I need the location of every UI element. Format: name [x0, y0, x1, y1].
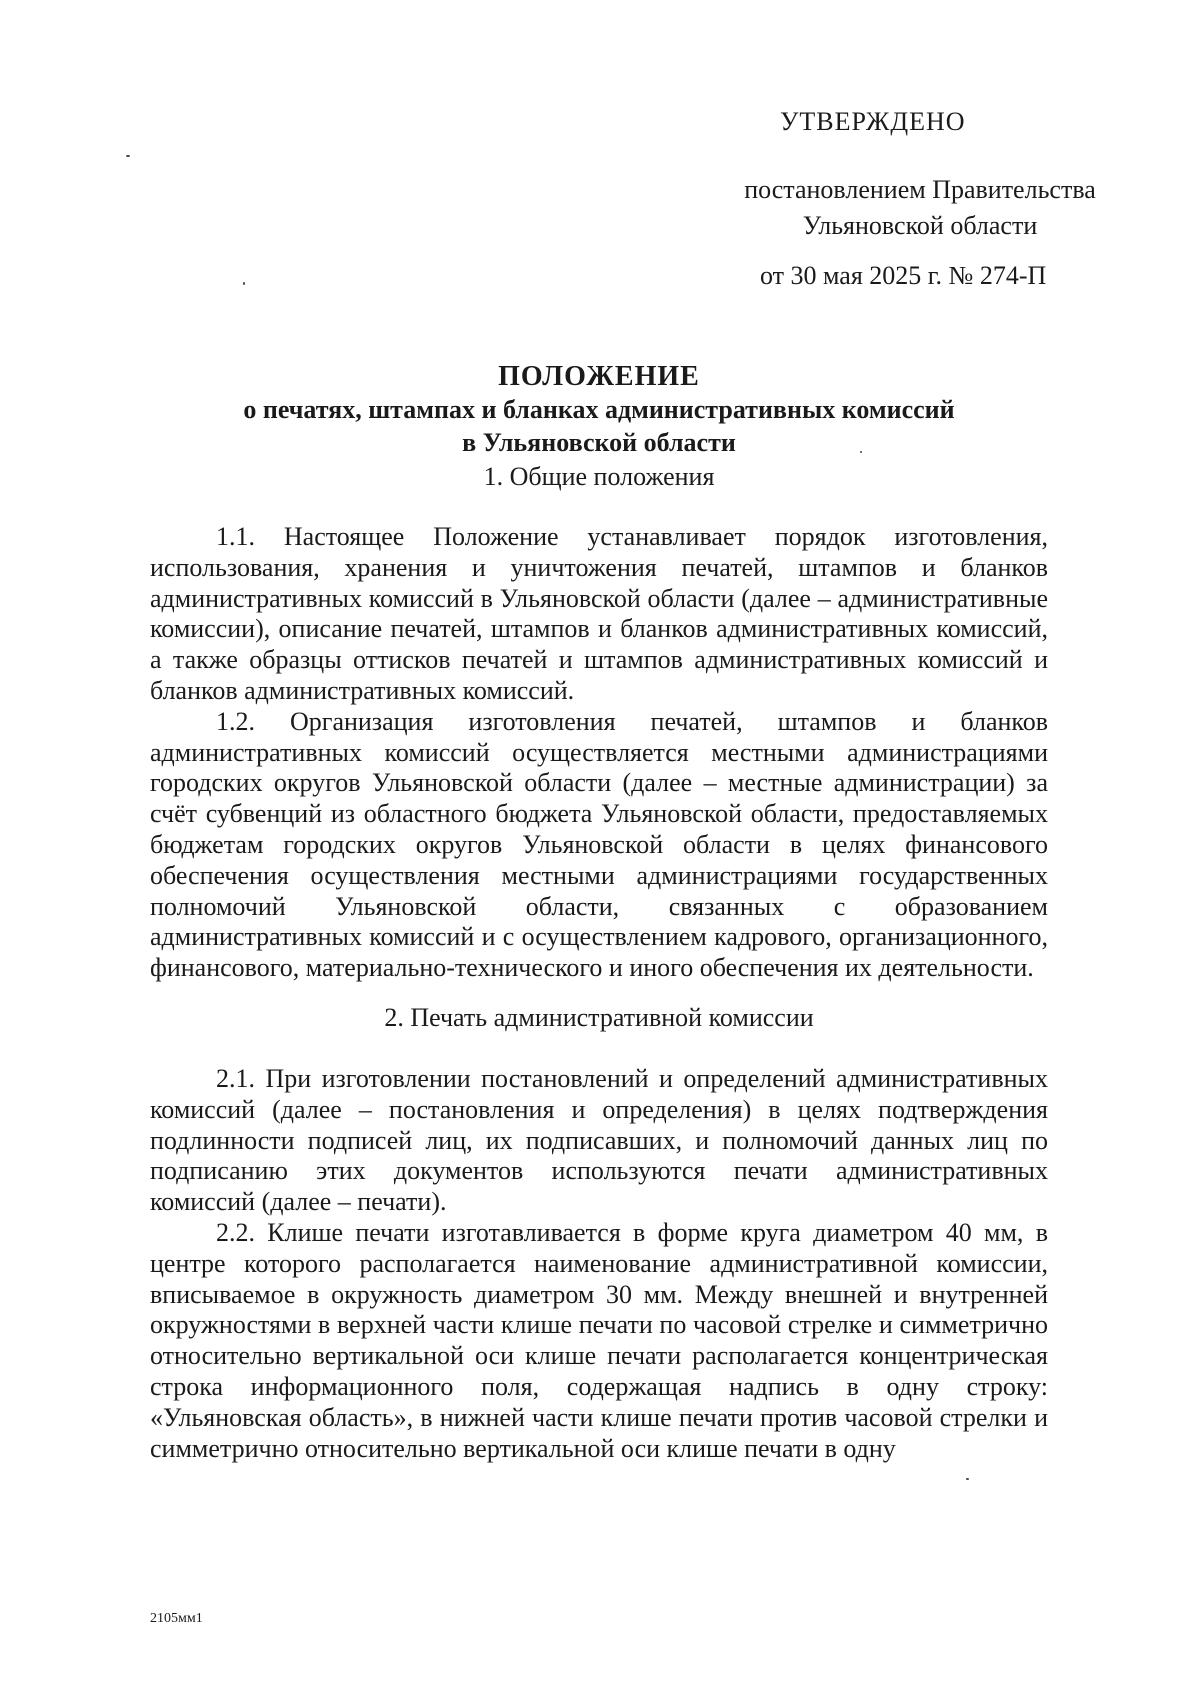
title-main: ПОЛОЖЕНИЕ	[498, 361, 700, 392]
paragraph-2-2: 2.2. Клише печати изготавливается в форме круга диаметром 40 мм, в центре которого располагается наименование административной комиссии, вписываемое в окружность диаметром 30 мм. Между внешней и внутренней окружностями в верхней части клише печати по часовой стрелке и симметрично относительно вертикальной оси клише печати располагается концентрическая строка информационного поля, содержащая надпись в одну строку: «Ульяновская область», в нижней части клише печати против часовой стрелки и симметрично относительно вертикальной оси клише печати в одну	[150, 1217, 1048, 1463]
decree-line-2: Ульяновской области	[802, 211, 1038, 240]
section-1-body	[150, 522, 1048, 984]
section-2-body	[150, 1064, 1048, 1464]
scan-speck	[966, 1478, 969, 1480]
paragraph-1-1: 1.1. Настоящее Положение устанавливает порядок изготовления, использования, хранения и уничтожения печатей, штампов и бланков административных комиссий в Ульяновской области (далее – административные комиссии), описание печатей, штампов и бланков административных комиссий, а также образцы оттисков печатей и штампов административных комиссий и бланков административных комиссий.	[150, 522, 1048, 705]
document-title	[150, 360, 1048, 459]
decree-date: от 30 мая 2025 г. № 274-П	[760, 261, 1047, 290]
approval-stamp-label: УТВЕРЖДЕНО	[780, 107, 966, 136]
paragraph-2-1: 2.1. При изготовлении постановлений и определений административных комиссий (далее – постановления и определения) в целях подтверждения подлинности подписей лиц, их подписавших, и полномочий данных лиц по подписанию этих документов используются печати административных комиссий (далее – печати).	[150, 1064, 1048, 1217]
decree-line-1: постановлением Правительства	[744, 175, 1096, 204]
section-heading-2: 2. Печать административной комиссии	[384, 1003, 814, 1032]
scan-speck	[860, 451, 862, 453]
section-heading-1: 1. Общие положения	[483, 462, 715, 491]
paragraph-1-2: 1.2. Организация изготовления печатей, штампов и бланков административных комиссий осуществляется местными администрациями городских округов Ульяновской области (далее – местные администрации) за счёт субвенций из областного бюджета Ульяновской области, предоставляемых бюджетам городских округов Ульяновской области в целях финансового обеспечения осуществления местными администрациями государственных полномочий Ульяновской области, связанных с образованием административных комиссий и с осуществлением кадрового, организационного, финансового, материально-технического и иного обеспечения их деятельности.	[150, 706, 1048, 983]
scan-speck	[126, 155, 130, 157]
title-line-3: в Ульяновской области	[462, 428, 736, 457]
document-code: 2105мм1	[150, 1611, 203, 1626]
title-line-2: о печатях, штампах и бланках административных комиссий	[243, 395, 955, 424]
approval-decree	[730, 172, 1110, 244]
scan-speck	[243, 282, 245, 285]
